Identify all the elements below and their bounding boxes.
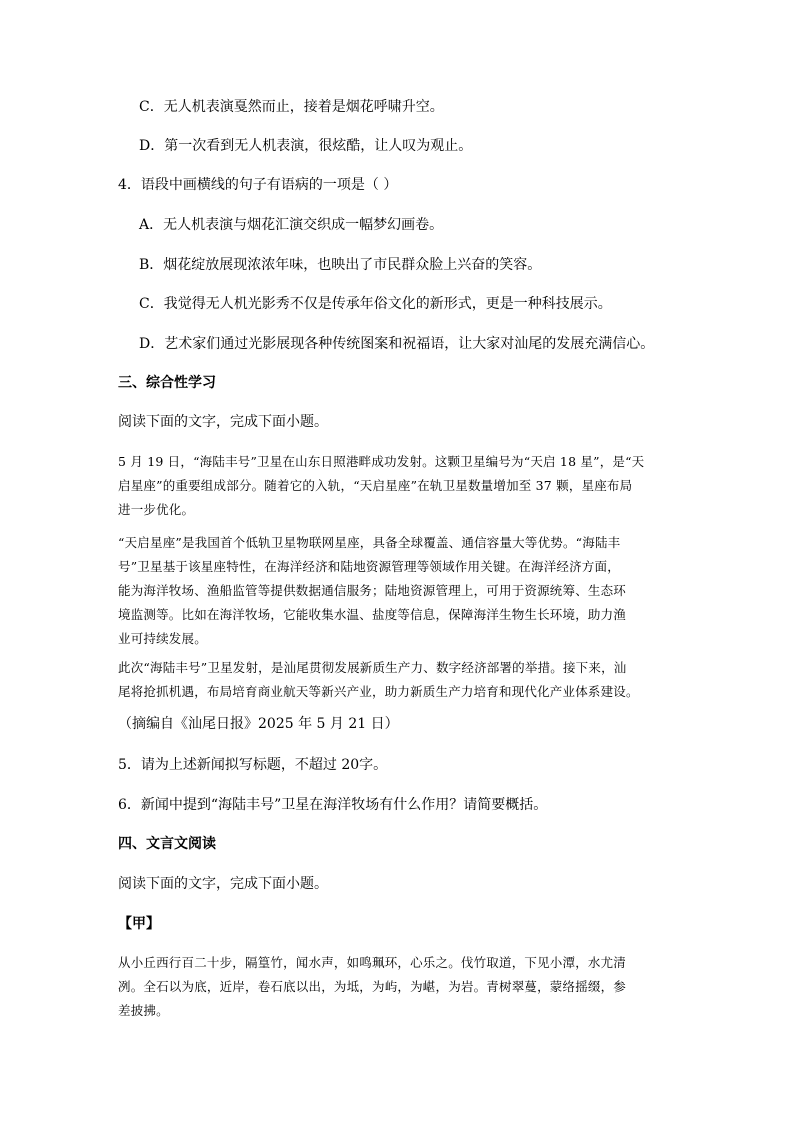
q4-option-a: A．无人机表演与烟花汇演交织成一幅梦幻画卷。 <box>139 217 444 233</box>
classical-passage-jia <box>118 951 681 1023</box>
news-source: （摘编自《汕尾日报》2025 年 5 月 21 日） <box>118 716 399 732</box>
q5-question: 5．请为上述新闻拟写标题，不超过 20字。 <box>118 757 388 773</box>
q4-option-d: D．艺术家们通过光影展现各种传统图案和祝福语，让大家对汕尾的发展充满信心。 <box>139 336 655 352</box>
q3-option-d: D．第一次看到无人机表演，很炫酷，让人叹为观止。 <box>139 138 473 154</box>
section-3-heading: 三、综合性学习 <box>118 375 216 391</box>
news-p3-line: 此次“海陆丰号”卫星发射，是汕尾贯彻发展新质生产力、数字经济部署的举措。接下来，汕 <box>118 660 627 675</box>
news-p2-line: 号”卫星基于该星座特性，在海洋经济和陆地资源管理等领域作用关键。在海洋经济方面， <box>118 559 620 574</box>
news-paragraph-3 <box>118 656 681 704</box>
news-p1-line: 进一步优化。 <box>118 502 195 517</box>
text-label-jia: 【甲】 <box>118 916 160 932</box>
news-p1-line: 5 月 19 日，“海陆丰号”卫星在山东日照港畔成功发射。这颗卫星编号为“天启 18 星”，是“天 <box>118 454 645 469</box>
section-3-instruction: 阅读下面的文字，完成下面小题。 <box>118 414 328 430</box>
news-p2-line: 业可持续发展。 <box>118 631 207 646</box>
news-paragraph-2 <box>118 531 681 651</box>
news-p1-line: 启星座”的重要组成部分。随着它的入轨，“天启星座”在轨卫星数量增加至 37 颗，星座布局 <box>118 478 633 493</box>
section-4-heading: 四、文言文阅读 <box>118 836 216 852</box>
news-p2-line: 能为海洋牧场、渔船监管等提供数据通信服务；陆地资源管理上，可用于资源统筹、生态环 <box>118 583 627 598</box>
q3-option-c: C．无人机表演戛然而止，接着是烟花呼啸升空。 <box>139 99 444 115</box>
q4-option-c: C．我觉得无人机光影秀不仅是传承年俗文化的新形式，更是一种科技展示。 <box>139 296 612 312</box>
section-4-instruction: 阅读下面的文字，完成下面小题。 <box>118 876 328 892</box>
q4-stem: 4．语段中画横线的句子有语病的一项是（ ） <box>118 177 398 193</box>
classical-line: 从小丘西行百二十步，隔篁竹，闻水声，如鸣珮环，心乐之。伐竹取道，下见小潭，水尤清 <box>118 955 627 970</box>
news-paragraph-1 <box>118 450 681 522</box>
news-p2-line: “天启星座”是我国首个低轨卫星物联网星座，具备全球覆盖、通信容量大等优势。“海陆丰 <box>118 535 621 550</box>
q4-option-b: B．烟花绽放展现浓浓年味，也映出了市民群众脸上兴奋的笑容。 <box>139 257 542 273</box>
q6-question: 6．新闻中提到“海陆丰号”卫星在海洋牧场有什么作用？请简要概括。 <box>118 797 548 813</box>
classical-line: 差披拂。 <box>118 1003 169 1018</box>
classical-line: 冽。全石以为底，近岸，卷石底以出，为坻，为屿，为嵁，为岩。青树翠蔓，蒙络摇缀，参 <box>118 979 627 994</box>
news-p2-line: 境监测等。比如在海洋牧场，它能收集水温、盐度等信息，保障海洋生物生长环境，助力渔 <box>118 607 627 622</box>
news-p3-line: 尾将抢抓机遇，布局培育商业航天等新兴产业，助力新质生产力培育和现代化产业体系建设。 <box>118 684 639 699</box>
